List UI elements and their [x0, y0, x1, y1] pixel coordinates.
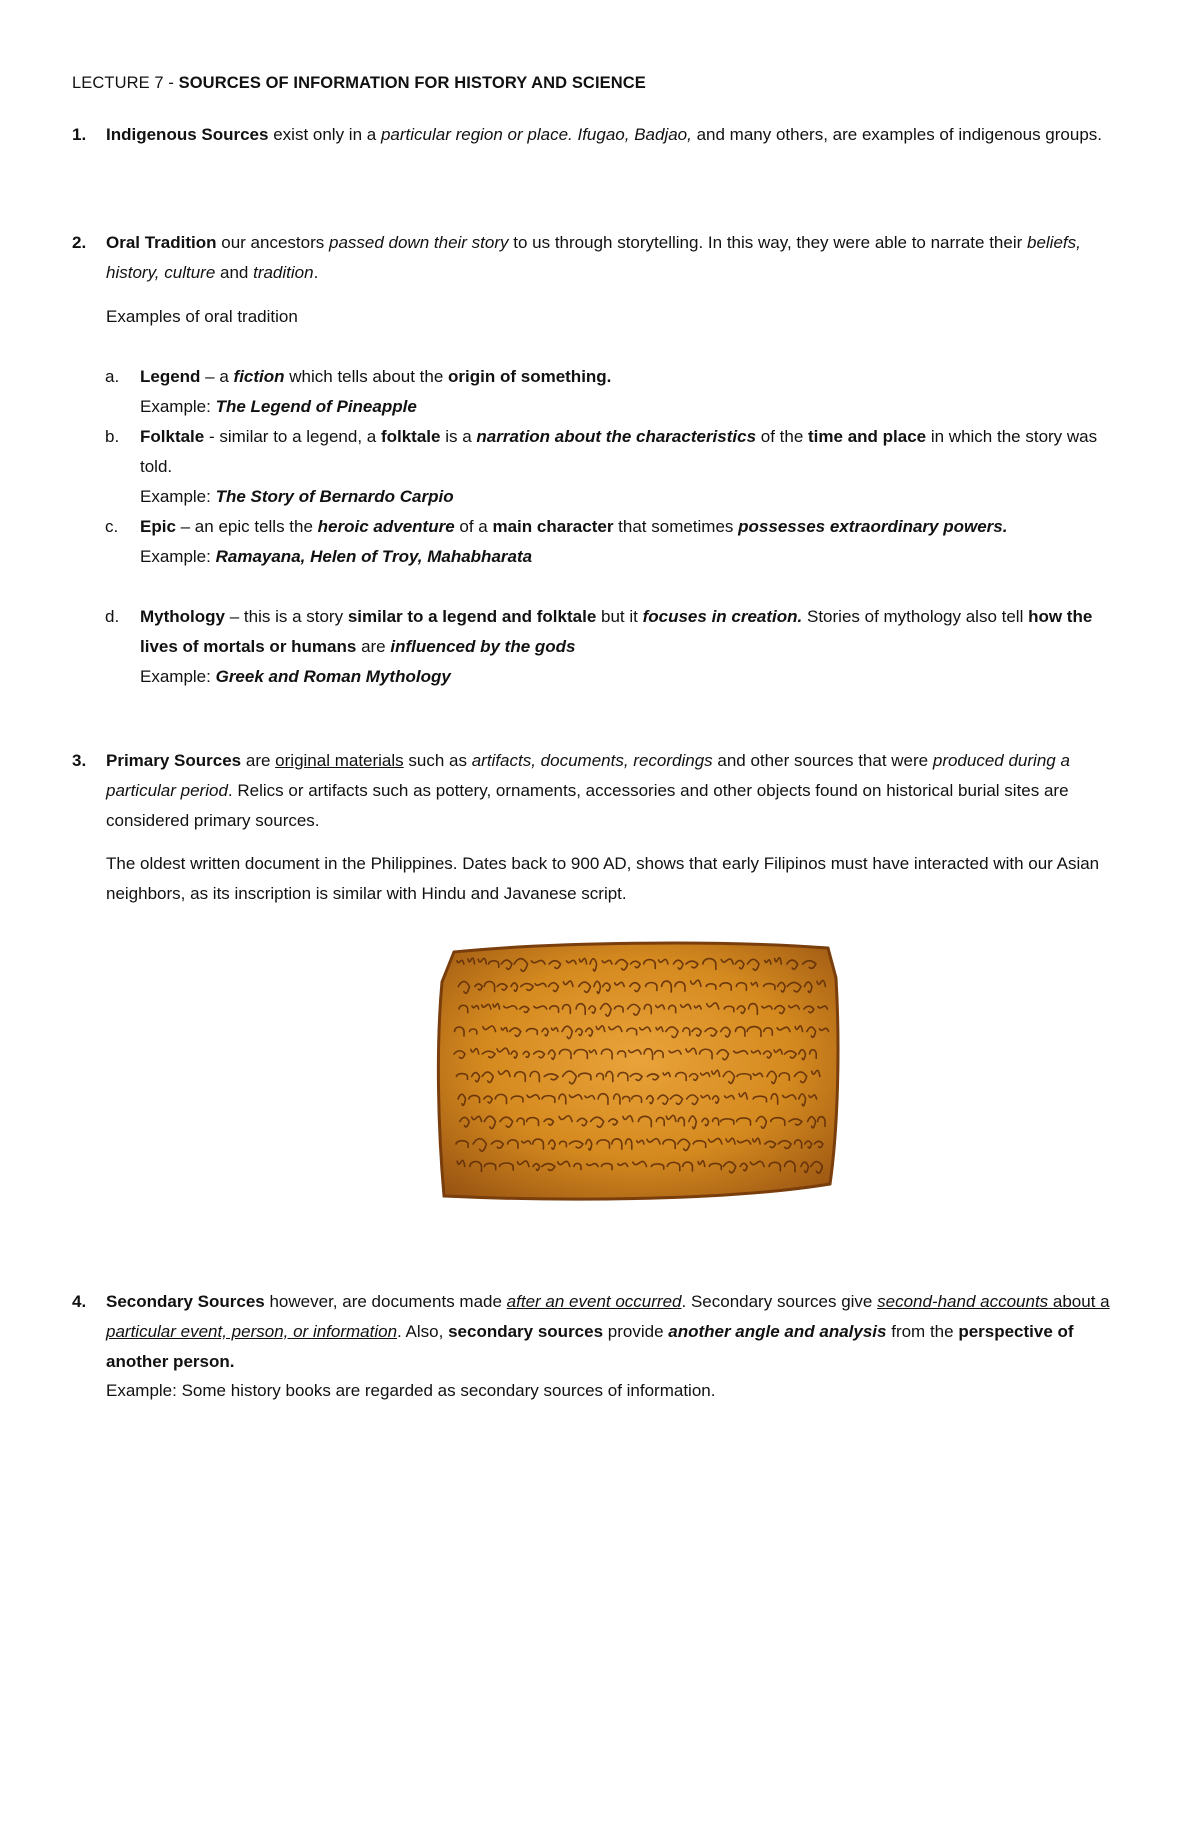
section-text	[106, 1287, 1136, 1376]
text: . Relics or artifacts such as pottery, ornaments, accessories and other objects found on historical burial sites are considered primary sources.	[106, 780, 1069, 830]
text: and many others, are examples of indigenous groups.	[691, 125, 1102, 144]
emphasis: another angle and analysis	[668, 1321, 887, 1341]
underlined-text: about a	[1048, 1292, 1110, 1311]
emphasis: possesses extraordinary powers.	[738, 517, 1008, 536]
section-number: 3.	[72, 751, 87, 770]
bold-text: perspective of another person.	[106, 1321, 1074, 1371]
emphasis: passed down their story	[328, 233, 509, 252]
example-label: Example:	[140, 486, 216, 506]
text: of the	[756, 427, 809, 446]
examples-heading: Examples of oral tradition	[106, 306, 298, 326]
term: Oral Tradition	[106, 233, 217, 252]
underlined-text: original materials	[275, 751, 404, 770]
bold-text: similar to a legend and folktale	[347, 607, 597, 626]
item-epic	[105, 512, 1130, 572]
emphasis: artifacts, documents, recordings	[471, 751, 713, 770]
item-text	[140, 512, 1130, 542]
text: is a	[440, 427, 477, 446]
term: Primary Sources	[106, 751, 242, 770]
bold-text: main character	[492, 517, 614, 536]
example-title: The Story of Bernardo Carpio	[215, 486, 454, 506]
text: are	[241, 751, 276, 770]
text: such as	[403, 751, 472, 770]
emphasis: heroic adventure	[317, 517, 455, 536]
item-legend	[105, 362, 1130, 422]
item-text	[140, 422, 1130, 482]
text: - similar to a legend, a	[204, 427, 381, 446]
text: our ancestors	[216, 233, 329, 252]
item-mythology	[105, 602, 1130, 691]
section-number: 1.	[72, 125, 87, 144]
section-text	[106, 746, 1136, 835]
emphasis: narration about the characteristics	[476, 427, 757, 446]
item-letter: b.	[105, 427, 120, 446]
bold-text: time and place	[808, 427, 927, 446]
text: – a	[200, 367, 234, 386]
underlined-emphasis: after an event occurred	[506, 1292, 682, 1311]
item-letter: c.	[105, 517, 119, 536]
item-example	[140, 482, 1130, 512]
term: Mythology	[140, 607, 225, 626]
item-example	[140, 542, 1130, 572]
text: and other sources that were	[712, 751, 933, 770]
text: Stories of mythology also tell	[802, 607, 1029, 626]
text: and	[215, 262, 254, 282]
text: are	[356, 636, 391, 656]
section-oral-tradition	[72, 228, 1136, 331]
example-title: The Legend of Pineapple	[215, 396, 417, 416]
text: . Also,	[397, 1321, 449, 1341]
text: . Secondary sources give	[681, 1292, 878, 1311]
emphasis: focuses in creation.	[642, 607, 803, 626]
emphasis: particular region or place. Ifugao, Badjao,	[380, 125, 692, 144]
section-secondary-sources	[72, 1287, 1136, 1406]
text: but it	[596, 607, 643, 626]
copperplate-inscription-image	[432, 938, 842, 1206]
underlined-emphasis: second-hand accounts	[877, 1292, 1049, 1311]
emphasis: tradition	[253, 262, 314, 282]
item-example	[140, 662, 1130, 692]
emphasis: beliefs, history, culture	[106, 233, 1081, 282]
example-label: Example:	[140, 546, 216, 566]
item-text	[140, 602, 1130, 662]
underlined-emphasis: particular event, person, or information	[106, 1321, 398, 1341]
term: Epic	[140, 517, 176, 536]
bold-text: how the lives of mortals or humans	[140, 607, 1093, 656]
text: from the	[886, 1321, 959, 1341]
text: of a	[454, 517, 493, 536]
example-label: Example:	[140, 666, 216, 686]
term: Folktale	[140, 427, 205, 446]
bold-text: secondary sources	[448, 1321, 604, 1341]
section-text	[106, 228, 1136, 288]
title-prefix: LECTURE 7 -	[72, 74, 179, 92]
text: in which the story was told.	[140, 427, 1098, 476]
page-title	[72, 72, 646, 95]
item-folktale	[105, 422, 1130, 511]
text: exist only in a	[268, 125, 381, 144]
text: that sometimes	[613, 517, 739, 536]
item-letter: a.	[105, 367, 120, 386]
text: to us through storytelling. In this way, they were able to narrate their	[508, 233, 1027, 252]
example-title: Ramayana, Helen of Troy, Mahabharata	[215, 546, 533, 566]
title-main: SOURCES OF INFORMATION FOR HISTORY AND SCIENCE	[178, 74, 646, 92]
section-number: 2.	[72, 233, 87, 252]
term: Legend	[140, 367, 201, 386]
emphasis: influenced by the gods	[390, 636, 576, 656]
bold-text: origin of something.	[448, 367, 612, 386]
secondary-example: Example: Some history books are regarded as secondary sources of information.	[106, 1381, 716, 1401]
oldest-document-paragraph: The oldest written document in the Philippines. Dates back to 900 AD, shows that early Filipinos must have interacted with our Asian neighbors, as its inscription is similar with Hindu and Javanese script.	[106, 854, 1100, 903]
text: provide	[603, 1321, 669, 1341]
section-text	[106, 120, 1136, 150]
item-example	[140, 392, 1130, 422]
emphasis: fiction	[233, 367, 285, 386]
example-label: Example:	[140, 396, 216, 416]
section-number: 4.	[72, 1292, 87, 1311]
emphasis: produced during a particular period	[106, 751, 1070, 800]
bold-text: folktale	[380, 427, 441, 446]
text: – an epic tells the	[175, 517, 318, 536]
text: – this is a story	[225, 607, 348, 626]
text: which tells about the	[284, 367, 449, 386]
term: Indigenous Sources	[106, 125, 269, 144]
example-title: Greek and Roman Mythology	[215, 666, 451, 686]
item-letter: d.	[105, 607, 120, 626]
text: however, are documents made	[264, 1292, 507, 1311]
section-indigenous-sources	[72, 120, 1136, 150]
section-primary-sources	[72, 746, 1136, 909]
text: .	[313, 262, 319, 282]
item-text	[140, 362, 1130, 392]
term: Secondary Sources	[106, 1292, 265, 1311]
